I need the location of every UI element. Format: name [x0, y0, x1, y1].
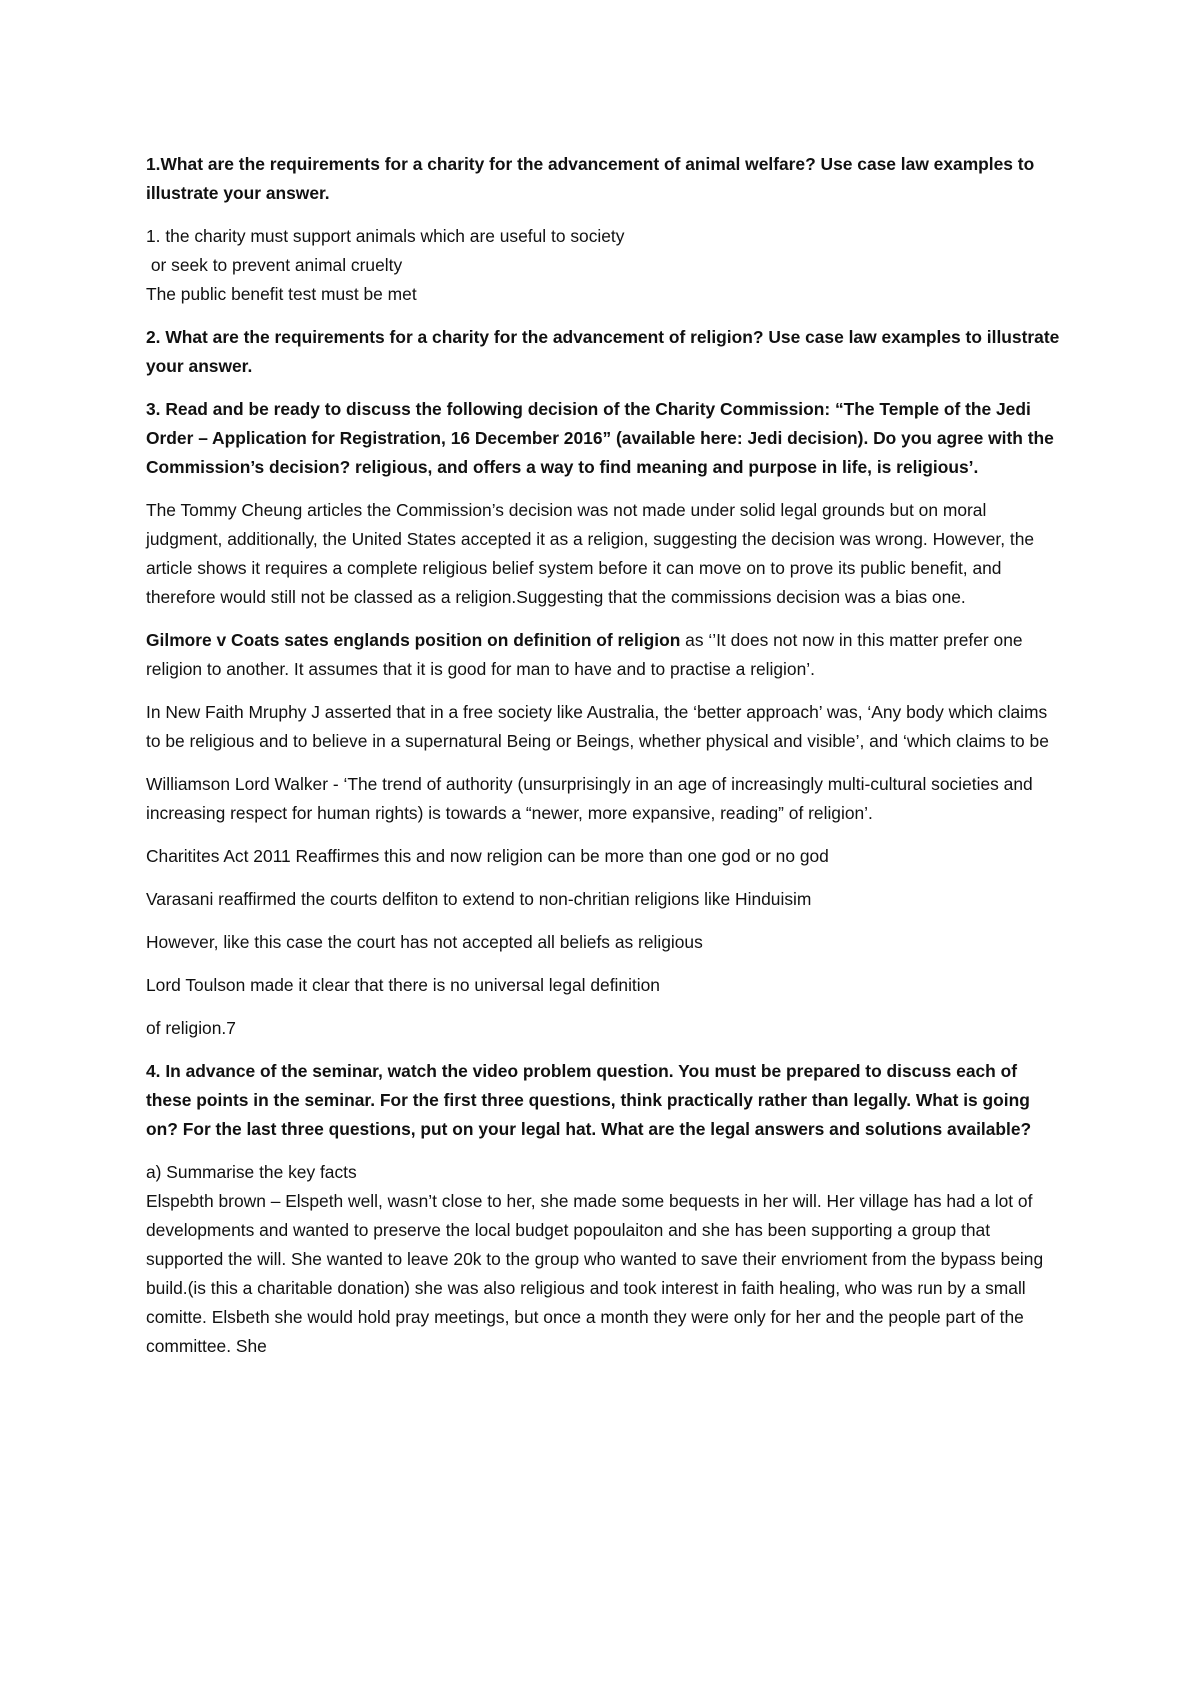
answer-4a-body: Elspebth brown – Elspeth well, wasn’t close to her, she made some bequests in her will. Her village has had a lot of developments and wanted to preserve the local budget popoulaiton and she has been supporting a group that supported the will. She wanted to leave 20k to the group who wanted to save their envrioment from the bypass being build.(is this a charitable donation) she was also religious and took interest in faith healing, who was run by a small comitte. Elsbeth she would hold pray meetings, but once a month they were only for her and the people part of the committee. She: [146, 1191, 1044, 1356]
answer-4a-heading: a) Summarise the key facts: [146, 1162, 357, 1182]
answer-1: [146, 222, 1066, 309]
gilmore-bold-text: Gilmore v Coats sates englands position on definition of religion: [146, 630, 681, 650]
tommy-cheung-paragraph: The Tommy Cheung articles the Commission’s decision was not made under solid legal grounds but on moral judgment, additionally, the United States accepted it as a religion, suggesting the decision was wrong. However, the article shows it requires a complete religious belief system before it can move on to prove its public benefit, and therefore would still not be classed as a religion.Suggesting that the commissions decision was a bias one.: [146, 500, 1035, 607]
varasani-paragraph: Varasani reaffirmed the courts delfiton to extend to non-chritian religions like Hinduisim: [146, 889, 812, 909]
question-3: 3. Read and be ready to discuss the following decision of the Charity Commission: “The Temple of the Jedi Order – Application for Registration, 16 December 2016” (available here: Jedi decision). Do you agree with the Commission’s decision? religious, and offers a way to find meaning and purpose in life, is religious’.: [146, 399, 1054, 477]
gilmore-paragraph: [146, 626, 1066, 684]
answer-1-line-2: or seek to prevent animal cruelty: [146, 255, 403, 275]
of-religion-paragraph: of religion.7: [146, 1018, 236, 1038]
charities-act-paragraph: Charitites Act 2011 Reaffirmes this and now religion can be more than one god or no god: [146, 846, 829, 866]
however-paragraph: However, like this case the court has not accepted all beliefs as religious: [146, 932, 703, 952]
toulson-paragraph: Lord Toulson made it clear that there is no universal legal definition: [146, 975, 660, 995]
answer-1-line-1: 1. the charity must support animals which are useful to society: [146, 226, 625, 246]
question-1: 1.What are the requirements for a charity for the advancement of animal welfare? Use case law examples to illustrate your answer.: [146, 154, 1035, 203]
document-page: [146, 150, 1066, 1375]
answer-1-line-3: The public benefit test must be met: [146, 284, 417, 304]
new-faith-paragraph: In New Faith Mruphy J asserted that in a free society like Australia, the ‘better approach’ was, ‘Any body which claims to be religious and to believe in a supernatural Being or Beings, whether physical and visible’, and ‘which claims to be: [146, 702, 1049, 751]
answer-4a: [146, 1158, 1066, 1361]
williamson-paragraph: Williamson Lord Walker - ‘The trend of authority (unsurprisingly in an age of increasingly multi-cultural societies and increasing respect for human rights) is towards a “newer, more expansive, reading” of religion’.: [146, 774, 1033, 823]
question-2: 2. What are the requirements for a charity for the advancement of religion? Use case law examples to illustrate your answer.: [146, 327, 1060, 376]
gilmore-text: as ‘’It does not now in this matter prefer one religion to another. It assumes that it is good for man to have and to practise a religion’.: [146, 630, 1023, 679]
question-4: 4. In advance of the seminar, watch the video problem question. You must be prepared to discuss each of these points in the seminar. For the first three questions, think practically rather than legally. What is going on? For the last three questions, put on your legal hat. What are the legal answers and solutions available?: [146, 1061, 1032, 1139]
